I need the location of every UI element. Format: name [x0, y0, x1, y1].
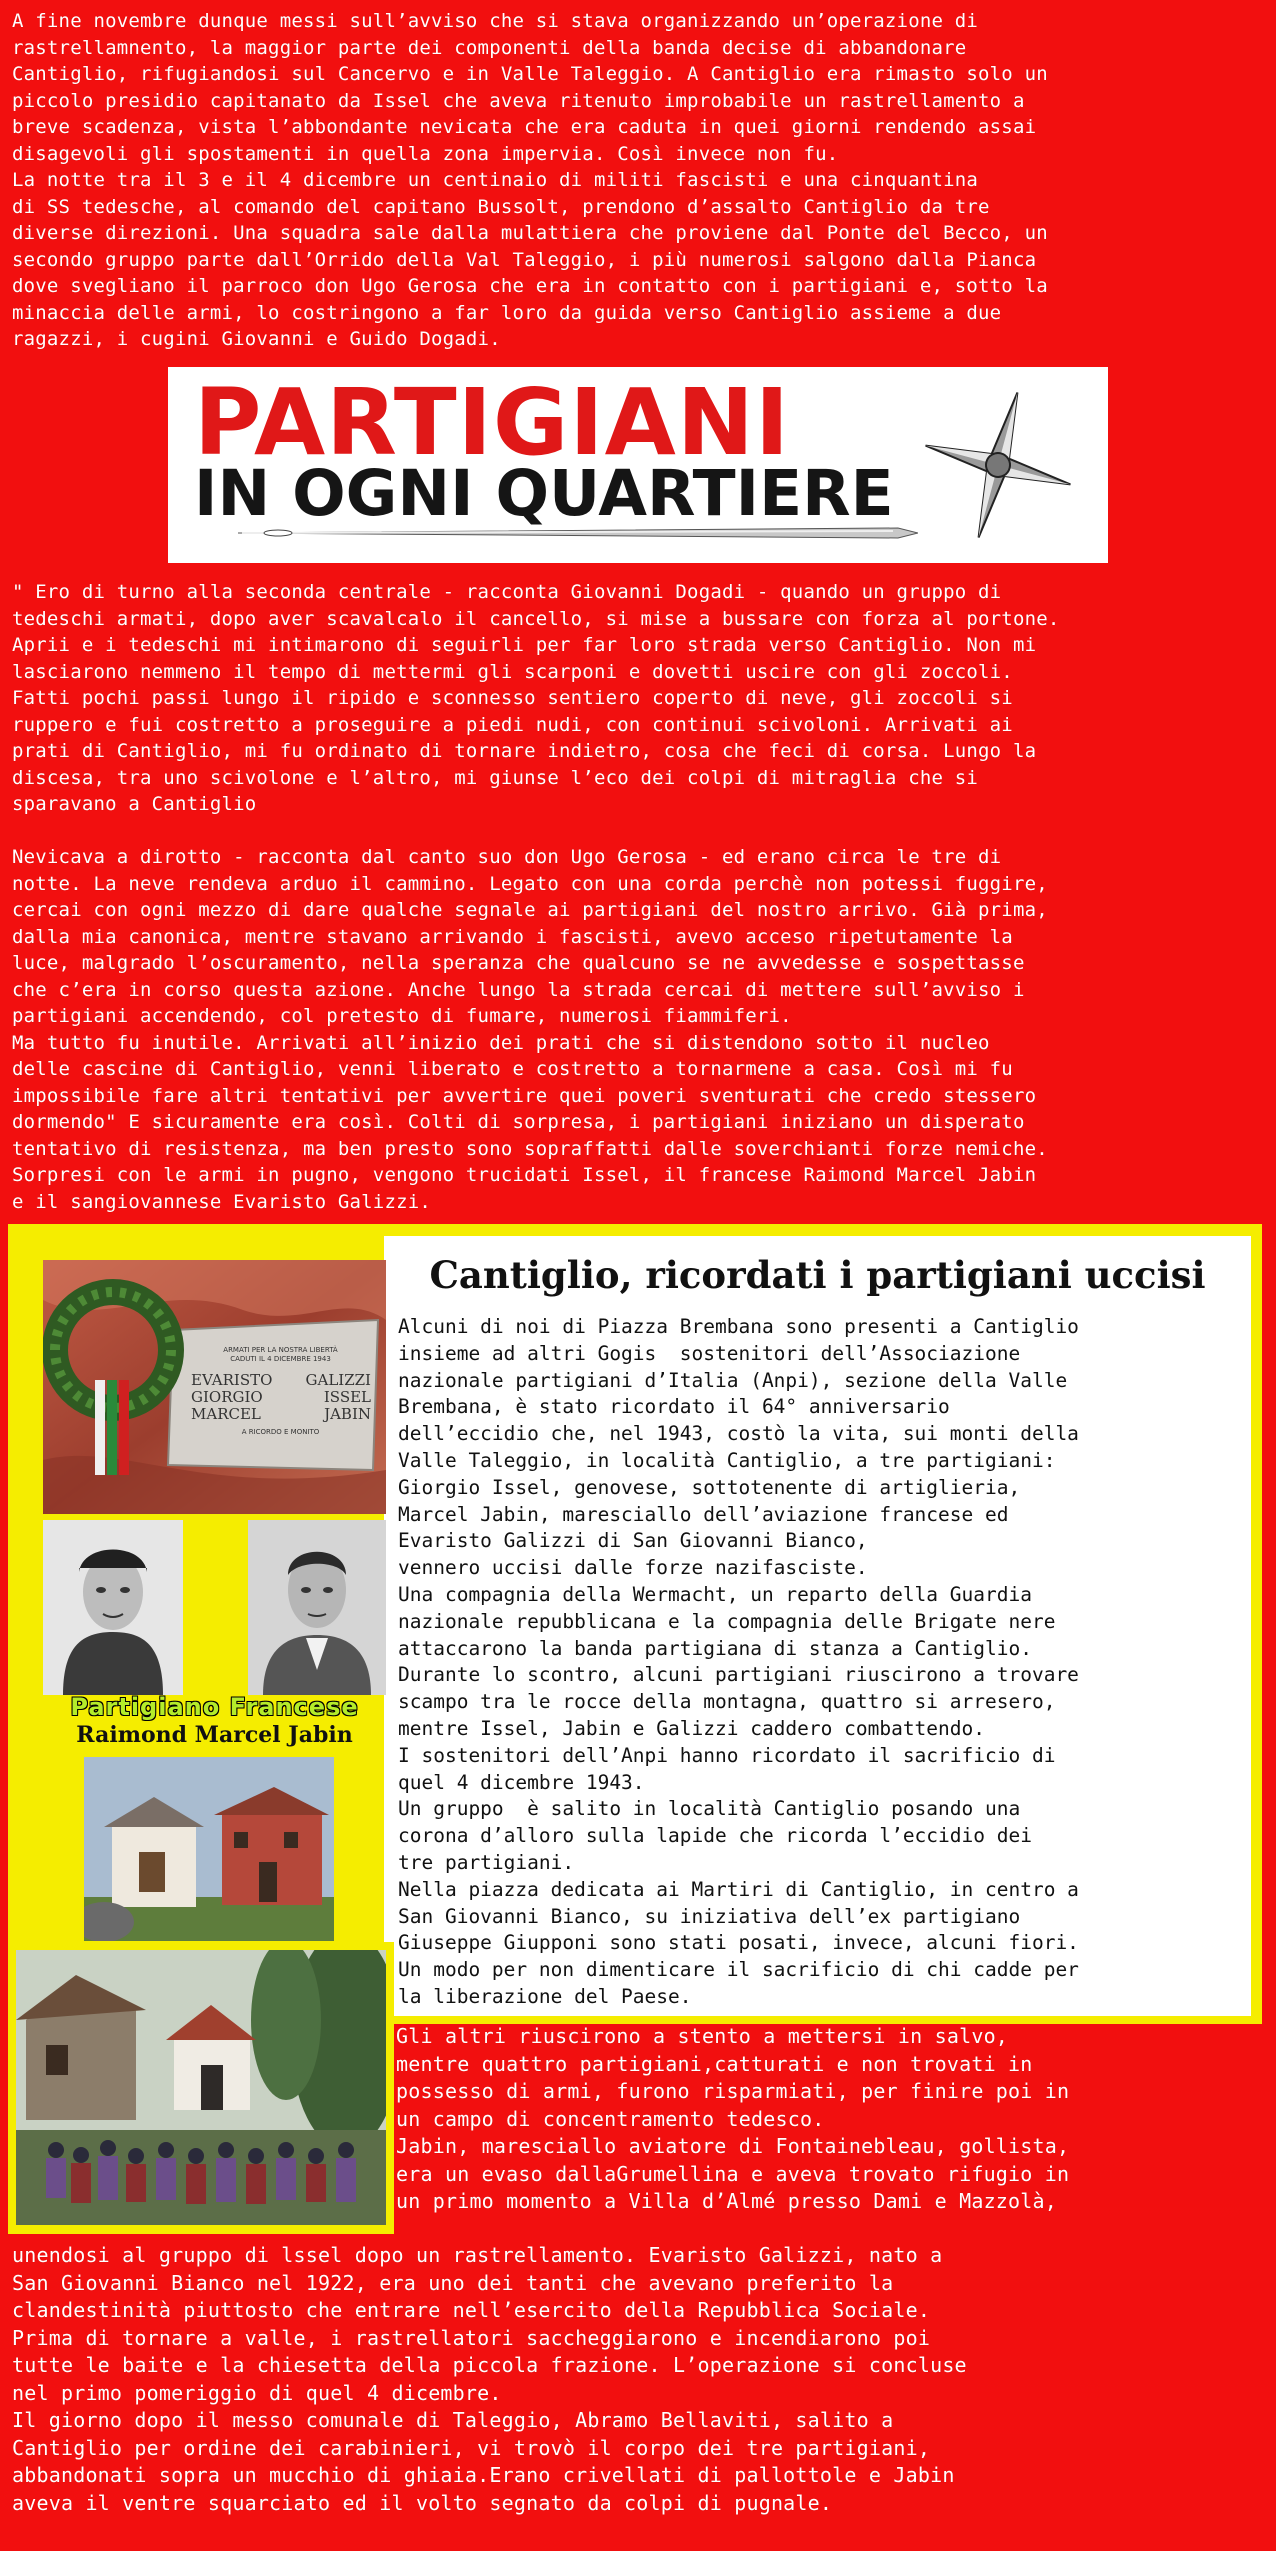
plaque-name: ISSEL — [323, 1388, 371, 1406]
plaque-name: MARCEL — [191, 1405, 261, 1423]
plaque-line-2: CADUTI IL 4 DICEMBRE 1943 — [230, 1355, 331, 1363]
commemoration-crowd-photo — [16, 1950, 386, 2225]
partisan-portrait-photo — [43, 1520, 183, 1695]
article-body: Alcuni di noi di Piazza Brembana sono presenti a Cantiglio insieme ad altri Gogis sostenitori dell’Associazione nazionale partigiani d’Italia (Anpi), sezione della Valle Brembana, è stato ricordato il 64° anniversario dell’eccidio che, nel 1943, costò la vita, sui monti della Valle Taleggio, in località Cantiglio, a tre partigiani: Giorgio Issel, genovese, sottotenente di artiglieria, Marcel Jabin, maresciallo dell’aviazione francese ed Evaristo Galizzi di San Giovanni Bianco, vennero uccisi dalle forze nazifasciste. Una compagnia della Wermacht, un reparto della Guardia nazionale repubblicana e la compagnia delle Brigate nere attaccarono la banda partigiana di stanza a Cantiglio. Durante lo scontro, alcuni partigiani riuscirono a trovare scampo tra le rocce della montagna, quattro si arresero, mentre Issel, Jabin e Galizzi caddero combattendo. I sostenitori dell’Anpi hanno ricordato il sacrificio di quel 4 dicembre 1943. Un gruppo è salito in località Cantiglio posando una corona d’alloro sulla lapide che ricorda l’eccidio dei tre partigiani. Nella piazza dedicata ai Martiri di Cantiglio, in centro a San Giovanni Bianco, su iniziativa dell’ex partigiano Giuseppe Giupponi sono stati posati, invece, alcuni fiori. Un modo per non dimenticare il sacrificio di chi cadde per la liberazione del Paese. — [398, 1315, 1079, 2008]
needle-icon — [238, 523, 918, 543]
closing-paragraph: unendosi al gruppo di lssel dopo un rastrellamento. Evaristo Galizzi, nato a San Giovanni Bianco nel 1922, era uno dei tanti che avevano preferito la clandestinità piuttosto che entrare nell’esercito della Repubblica Sociale. Prima di tornare a valle, i rastrellatori saccheggiarono e incendiarono poi tutte le baite e la chiesetta della piccola frazione. L’operazione si concluse nel primo pomeriggio di quel 4 dicembre. Il giorno dopo il messo comunale di Taleggio, Abramo Bellaviti, salito a Cantiglio per ordine dei carabinieri, vi trovò il corpo dei tre partigiani, abbandonati sopra un mucchio di ghiaia.Erano crivellati di pallottole e Jabin aveva il ventre squarciato ed il volto segnato da colpi di pugnale. — [12, 2243, 967, 2515]
plaque-line-1: ARMATI PER LA NOSTRA LIBERTÀ — [223, 1346, 338, 1354]
plaque-footer: A RICORDO E MONITO — [241, 1428, 320, 1436]
survivors-paragraph: Gli altri riuscirono a stento a mettersi in salvo, mentre quattro partigiani,catturati e non trovati in possesso di armi, furono risparmiati, per finire poi in un campo di concentramento tedesco. Jabin, maresciallo aviatore di Fontainebleau, gollista, era un evaso dallaGrumellina e aveva trovato rifugio in un primo momento a Villa d’Almé presso Dami e Mazzolà, — [396, 2024, 1070, 2213]
plaque-name: GALIZZI — [305, 1371, 371, 1389]
plaque-name: JABIN — [324, 1405, 371, 1423]
testimony-paragraph: " Ero di turno alla seconda centrale - racconta Giovanni Dogadi - quando un gruppo di tedeschi armati, dopo aver scavalcalo il cancello, si mise a bussare con forza al portone. Aprii e i tedeschi mi intimarono di seguirli per far loro strada verso Cantiglio. Non mi lasciarono nemmeno il tempo di mettermi gli scarponi e dovetti uscire con gli zoccoli. Fatti pochi passi lungo il ripido e sconnesso sentiero coperto di neve, gli zoccoli si ruppero e fui costretto a proseguire a piedi nudi, con continui scivoloni. Arrivati ai prati di Cantiglio, mi fu ordinato di tornare indietro, cosa che feci di corsa. Lungo la discesa, tra uno scivolone e l’altro, mi giunse l’eco dei colpi di mitraglia che si sparavano a Cantiglio Nevicava a dirotto - racconta dal canto suo don Ugo Gerosa - ed erano circa le tre di notte. La neve rendeva arduo il cammino. Legato con una corda perchè non potessi fuggire, cercai con ogni mezzo di dare qualche segnale ai partigiani del nostro arrivo. Già prima, dalla mia canonica, mentre stavano arrivando i fascisti, avevo acceso ripetutamente la luce, malgrado l’oscuramento, nella speranza che qualcuno se ne avvedesse e sospettasse che c’era in corso questa azione. Anche lungo la strada cercai di mettere sull’avviso i partigiani accendendo, col pretesto di fumare, numerosi fiammiferi. Ma tutto fu inutile. Arrivati all’inizio dei prati che si distendono sotto il nucleo delle cascine di Cantiglio, venni liberato e costretto a tornarmene a casa. Così mi fu impossibile fare altri tentativi per avvertire quei poveri sventurati che credo stessero dormendo" E sicuramente era così. Colti di sorpresa, i partigiani iniziano un disperato tentativo di resistenza, ma ben presto sono sopraffatti dalle soverchianti forze nemiche. Sorpresi con le armi in pugno, vengono trucidati Issel, il francese Raimond Marcel Jabin e il sangiovannese Evaristo Galizzi. — [12, 581, 1060, 1213]
intro-paragraph: A fine novembre dunque messi sull’avviso che si stava organizzando un’operazione di rastrellamnento, la maggior parte dei componenti della banda decise di abbandonare Cantiglio, rifugiandosi sul Cancervo e in Valle Taleggio. A Cantiglio era rimasto solo un piccolo presidio capitanato da Issel che aveva ritenuto improbabile un rastrellamento a breve scadenza, vista l’abbondante nevicata che era caduta in quei giorni rendendo assai disagevoli gli spostamenti in quella zona impervia. Così invece non fu. La notte tra il 3 e il 4 dicembre un centinaio di militi fascisti e una cinquantina di SS tedesche, al comando del capitano Bussolt, prendono d’assalto Cantiglio da tre diverse direzioni. Una squadra sale dalla mulattiera che proviene dal Ponte del Becco, un secondo gruppo parte dall’Orrido della Val Taleggio, i più numerosi salgono dalla Pianca dove svegliano il parroco don Ugo Gerosa che era in contatto con i partigiani e, sotto la minaccia delle armi, lo costringono a far loro da guida verso Cantiglio assieme a due ragazzi, i cugini Giovanni e Guido Dogadi. — [12, 10, 1048, 350]
article-title: Cantiglio, ricordati i partigiani uccisi — [429, 1253, 1206, 1297]
memorial-plaque-photo — [43, 1260, 386, 1514]
banner-title: PARTIGIANI — [194, 369, 791, 476]
portrait-caption-label: Partigiano Francese — [70, 1693, 359, 1721]
portrait-caption-name: Raimond Marcel Jabin — [76, 1722, 353, 1748]
star-emblem-icon — [918, 385, 1078, 545]
partigiani-banner — [168, 367, 1108, 563]
cantiglio-houses-photo — [84, 1757, 334, 1941]
plaque-name: GIORGIO — [191, 1388, 263, 1406]
partisan-portrait-photo — [248, 1520, 386, 1695]
banner-subtitle: IN OGNI QUARTIERE — [194, 457, 894, 530]
plaque-name: EVARISTO — [191, 1371, 273, 1389]
